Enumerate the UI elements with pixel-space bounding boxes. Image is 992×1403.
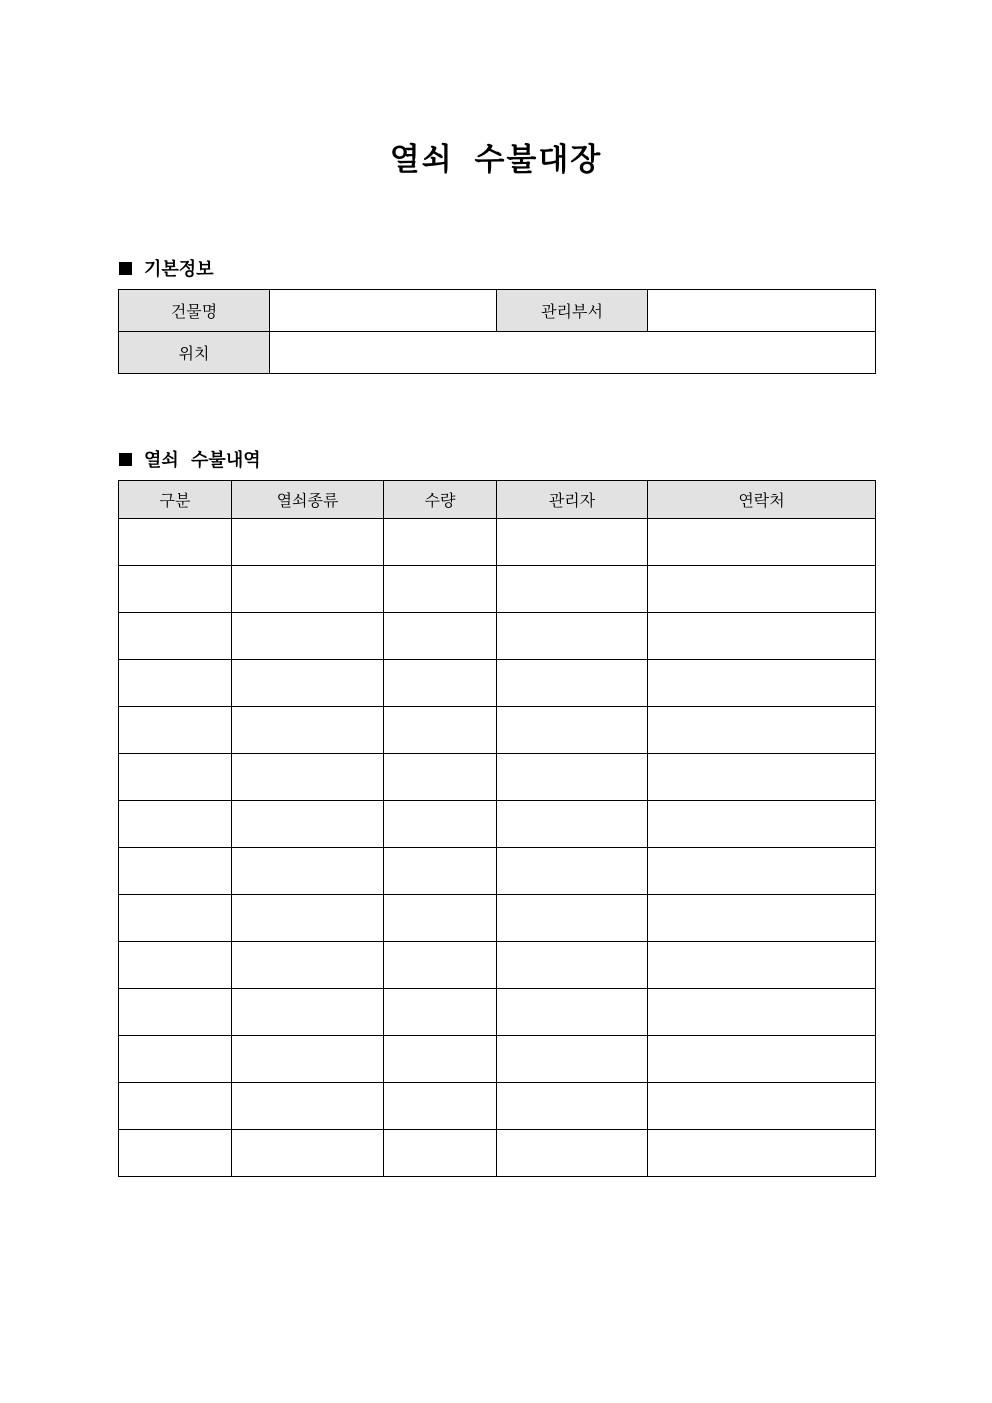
basic-info-table [118,289,876,374]
key-type-cell[interactable] [232,613,384,660]
category-cell[interactable] [119,942,232,989]
key-type-cell[interactable] [232,519,384,566]
contact-cell[interactable] [648,848,876,895]
building-name-field[interactable] [270,290,497,332]
quantity-cell[interactable] [384,1130,497,1177]
manager-cell[interactable] [497,848,648,895]
category-cell[interactable] [119,519,232,566]
quantity-cell[interactable] [384,613,497,660]
key-type-cell[interactable] [232,989,384,1036]
key-ledger-table [118,480,876,1177]
contact-cell[interactable] [648,942,876,989]
table-row [119,848,876,895]
manager-cell[interactable] [497,895,648,942]
quantity-cell[interactable] [384,848,497,895]
key-type-cell[interactable] [232,942,384,989]
key-type-cell[interactable] [232,660,384,707]
key-type-cell[interactable] [232,848,384,895]
category-cell[interactable] [119,707,232,754]
ledger-header-row [119,481,876,519]
category-cell[interactable] [119,566,232,613]
manager-cell[interactable] [497,942,648,989]
column-header-quantity: 수량 [384,481,497,519]
quantity-cell[interactable] [384,989,497,1036]
table-row [119,660,876,707]
table-row [119,942,876,989]
manager-cell[interactable] [497,1036,648,1083]
document-title: 열쇠 수불대장 [389,142,603,178]
basic-info-heading [119,255,214,281]
department-field[interactable] [648,290,876,332]
manager-cell[interactable] [497,754,648,801]
quantity-cell[interactable] [384,660,497,707]
quantity-cell[interactable] [384,519,497,566]
manager-cell[interactable] [497,801,648,848]
ledger-heading-label: 열쇠 수불내역 [144,450,261,471]
category-cell[interactable] [119,848,232,895]
quantity-cell[interactable] [384,754,497,801]
category-cell[interactable] [119,989,232,1036]
basic-info-heading-label: 기본정보 [144,259,214,280]
contact-cell[interactable] [648,1083,876,1130]
table-row [119,1083,876,1130]
quantity-cell[interactable] [384,566,497,613]
table-row [119,754,876,801]
contact-cell[interactable] [648,613,876,660]
key-type-cell[interactable] [232,754,384,801]
table-row [119,519,876,566]
ledger-heading [119,446,261,472]
square-bullet-icon [119,262,132,275]
quantity-cell[interactable] [384,942,497,989]
location-label: 위치 [119,332,270,374]
category-cell[interactable] [119,754,232,801]
column-header-category: 구분 [119,481,232,519]
key-type-cell[interactable] [232,1130,384,1177]
table-row [119,707,876,754]
manager-cell[interactable] [497,1083,648,1130]
table-row [119,566,876,613]
category-cell[interactable] [119,895,232,942]
contact-cell[interactable] [648,566,876,613]
quantity-cell[interactable] [384,801,497,848]
category-cell[interactable] [119,801,232,848]
contact-cell[interactable] [648,519,876,566]
manager-cell[interactable] [497,1130,648,1177]
table-row [119,1130,876,1177]
key-type-cell[interactable] [232,566,384,613]
category-cell[interactable] [119,1083,232,1130]
category-cell[interactable] [119,660,232,707]
table-row [119,895,876,942]
quantity-cell[interactable] [384,707,497,754]
table-row [119,801,876,848]
manager-cell[interactable] [497,989,648,1036]
manager-cell[interactable] [497,707,648,754]
manager-cell[interactable] [497,660,648,707]
contact-cell[interactable] [648,989,876,1036]
category-cell[interactable] [119,613,232,660]
location-field[interactable] [270,332,876,374]
table-row [119,1036,876,1083]
quantity-cell[interactable] [384,1036,497,1083]
table-row [119,613,876,660]
building-name-label: 건물명 [119,290,270,332]
contact-cell[interactable] [648,707,876,754]
contact-cell[interactable] [648,1036,876,1083]
contact-cell[interactable] [648,801,876,848]
category-cell[interactable] [119,1130,232,1177]
square-bullet-icon [119,453,132,466]
manager-cell[interactable] [497,613,648,660]
manager-cell[interactable] [497,519,648,566]
table-row [119,989,876,1036]
key-type-cell[interactable] [232,801,384,848]
contact-cell[interactable] [648,660,876,707]
key-type-cell[interactable] [232,707,384,754]
quantity-cell[interactable] [384,895,497,942]
contact-cell[interactable] [648,1130,876,1177]
category-cell[interactable] [119,1036,232,1083]
key-type-cell[interactable] [232,895,384,942]
quantity-cell[interactable] [384,1083,497,1130]
contact-cell[interactable] [648,895,876,942]
column-header-key-type: 열쇠종류 [232,481,384,519]
column-header-contact: 연락처 [648,481,876,519]
department-label: 관리부서 [497,290,648,332]
key-type-cell[interactable] [232,1036,384,1083]
contact-cell[interactable] [648,754,876,801]
column-header-manager: 관리자 [497,481,648,519]
manager-cell[interactable] [497,566,648,613]
key-type-cell[interactable] [232,1083,384,1130]
